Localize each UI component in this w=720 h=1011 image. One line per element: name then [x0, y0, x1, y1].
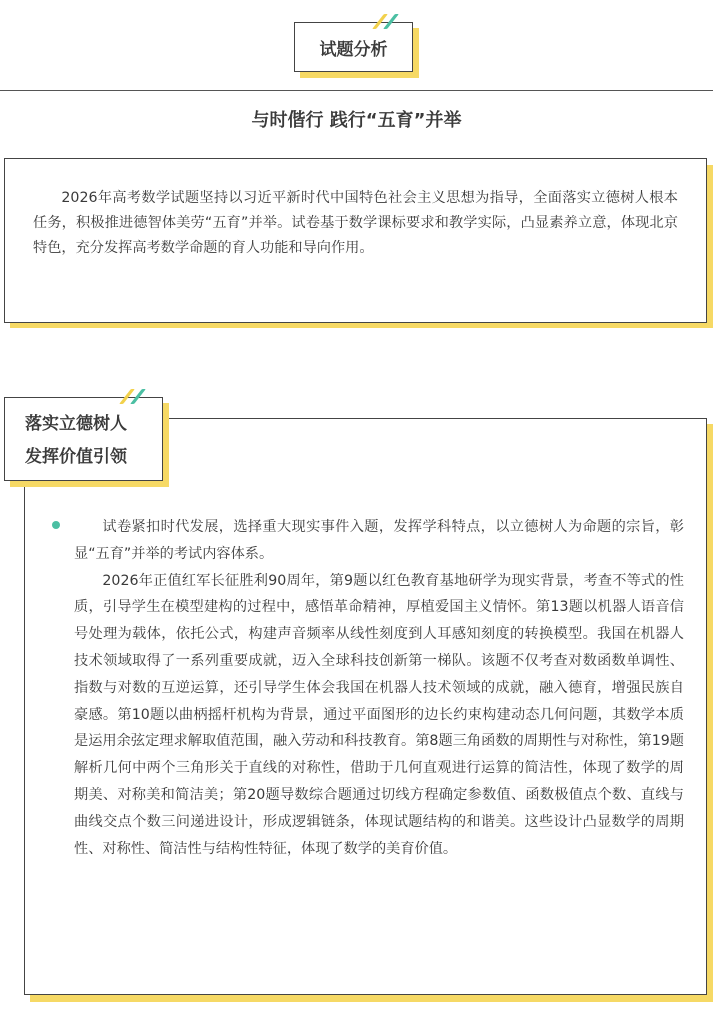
subtitle: 与时偕行 践行“五育”并举 [251, 110, 462, 131]
bullet-dot-icon [52, 521, 60, 529]
section-heading [4, 397, 163, 481]
section-paragraph-1: 试卷紧扣时代发展，选择重大现实事件入题，发挥学科特点，以立德树人为命题的宗旨，彰显“五育”并举的考试内容体系。 [74, 519, 684, 562]
page-title: 试题分析 [319, 39, 388, 60]
title-badge [294, 22, 413, 72]
section-body [74, 514, 684, 862]
divider [0, 90, 713, 91]
intro-box [4, 158, 707, 323]
section-paragraph-2: 2026年正值红军长征胜利90周年，第9题以红色教育基地研学为现实背景，考查不等式的性质，引导学生在模型建构的过程中，感悟革命精神，厚植爱国主义情怀。第13题以机器人语音信号处理为载体，依托公式，构建声音频率从线性刻度到人耳感知刻度的转换模型。我国在机器人技术领域取得了一系列重要成就，迈入全球科技创新第一梯队。该题不仅考查对数函数单调性、指数与对数的互逆运算，还引导学生体会我国在机器人技术领域的成就，融入德育，增强民族自豪感。第10题以曲柄摇杆机构为背景，通过平面图形的边长约束构建动态几何问题，其数学本质是运用余弦定理求解取值范围，融入劳动和科技教育。第8题三角函数的周期性与对称性，第19题解析几何中两个三角形关于直线的对称性，借助于几何直观进行运算的简洁性，体现了数学的周期美、对称美和简洁美；第20题导数综合题通过切线方程确定参数值、函数极值点个数、直线与曲线交点个数三问递进设计，形成逻辑链条，体现试题结构的和谐美。这些设计凸显数学的周期性、对称性、简洁性与结构性特征，体现了数学的美育价值。 [74, 572, 684, 857]
section-heading-line1: 落实立德树人 [25, 414, 127, 434]
section-heading-line2: 发挥价值引领 [25, 447, 127, 467]
intro-text: 2026年高考数学试题坚持以习近平新时代中国特色社会主义思想为指导，全面落实立德树人根本任务，积极推进德智体美劳“五育”并举。试卷基于数学课标要求和教学实际，凸显素养立意，体现北京特色，充分发挥高考数学命题的育人功能和导向作用。 [33, 190, 678, 256]
